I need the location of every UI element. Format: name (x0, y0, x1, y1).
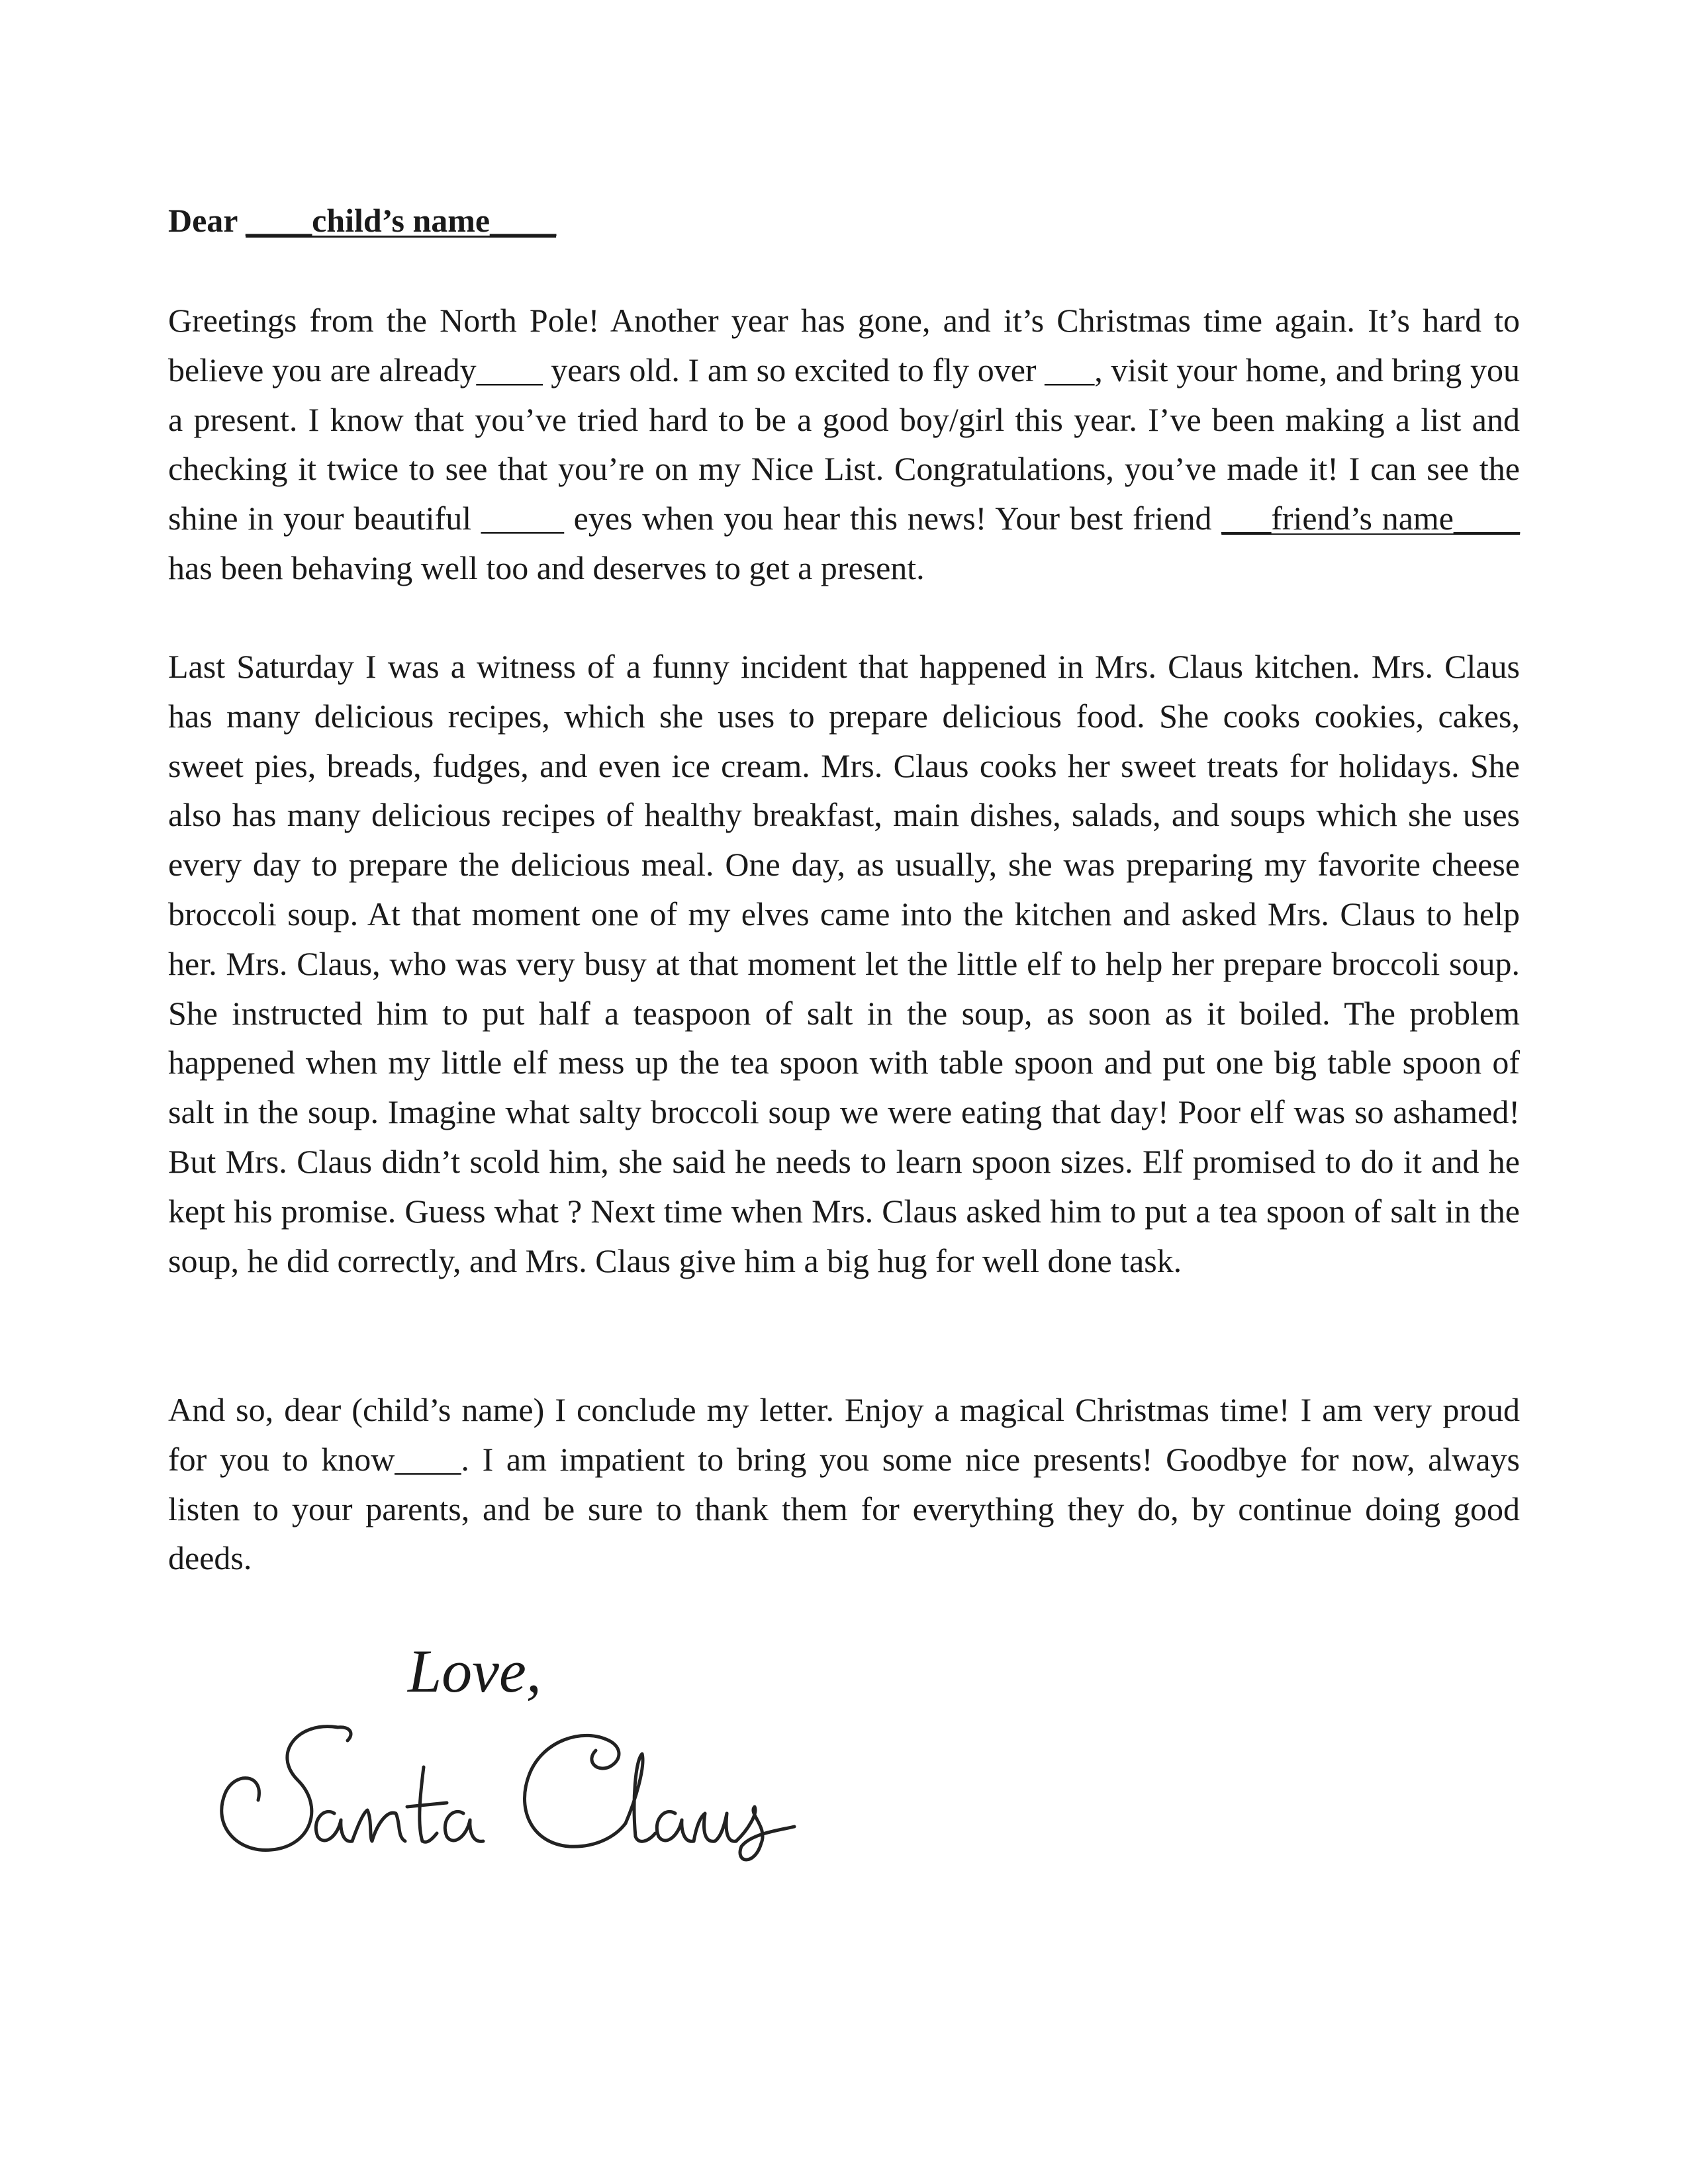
santa-claus-signature (199, 1714, 834, 1873)
child-name-field: ____child’s name____ (246, 202, 557, 239)
paragraph-story: Last Saturday I was a witness of a funny incident that happened in Mrs. Claus kitchen. Mrs. Claus has many delicious recipes, which she uses to prepare delicious food. She cooks cookies, cakes, sweet pies, breads, fudges, and even ice cream. Mrs. Claus cooks her sweet treats for holidays. She also has many delicious recipes of healthy breakfast, main dishes, salads, and soups which she uses every day to prepare the delicious meal. One day, as usually, she was preparing my favorite cheese broccoli soup. At that moment one of my elves came into the kitchen and asked Mrs. Claus to help her. Mrs. Claus, who was very busy at that moment let the little elf to help her prepare broccoli soup. She instructed him to put half a teaspoon of salt in the soup, as soon as it boiled. The problem happened when my little elf mess up the tea spoon with table spoon and put one big table spoon of salt in the soup. Imagine what salty broccoli soup we were eating that day! Poor elf was so ashamed! But Mrs. Claus didn’t scold him, she said he needs to learn spoon sizes. Elf promised to do it and he kept his promise. Guess what ? Next time when Mrs. Claus asked him to put a tea spoon of salt in the soup, he did correctly, and Mrs. Claus give him a big hug for well done task. (168, 648, 1520, 1279)
salutation (168, 197, 556, 244)
paragraph-greeting (168, 296, 1520, 593)
paragraph-greeting-text-a: Greetings from the North Pole! Another year has gone, and it’s Christmas time again. It’s hard to believe you are already____ years old. I am so excited to fly over ___, visit your home, and bring you a present. I know that you’ve tried hard to be a good boy/girl this year. I’ve been making a list and checking it twice to see that you’re on my Nice List. Congratulations, you’ve made it! I can see the shine in your beautiful _____ eyes when you hear this news! Your best friend (168, 302, 1520, 537)
closing-love: Love, (408, 1637, 541, 1705)
paragraph-greeting-text-b: has been behaving well too and deserves to get a present. (168, 549, 925, 586)
paragraph-conclusion: And so, dear (child’s name) I conclude my letter. Enjoy a magical Christmas time! I am very proud for you to know____. I am impatient to bring you some nice presents! Goodbye for now, always listen to your parents, and be sure to thank them for everything they do, by continue doing good deeds. (168, 1391, 1520, 1577)
friend-name-field: ___friend’s name____ (1221, 500, 1520, 537)
salutation-prefix: Dear (168, 202, 246, 239)
